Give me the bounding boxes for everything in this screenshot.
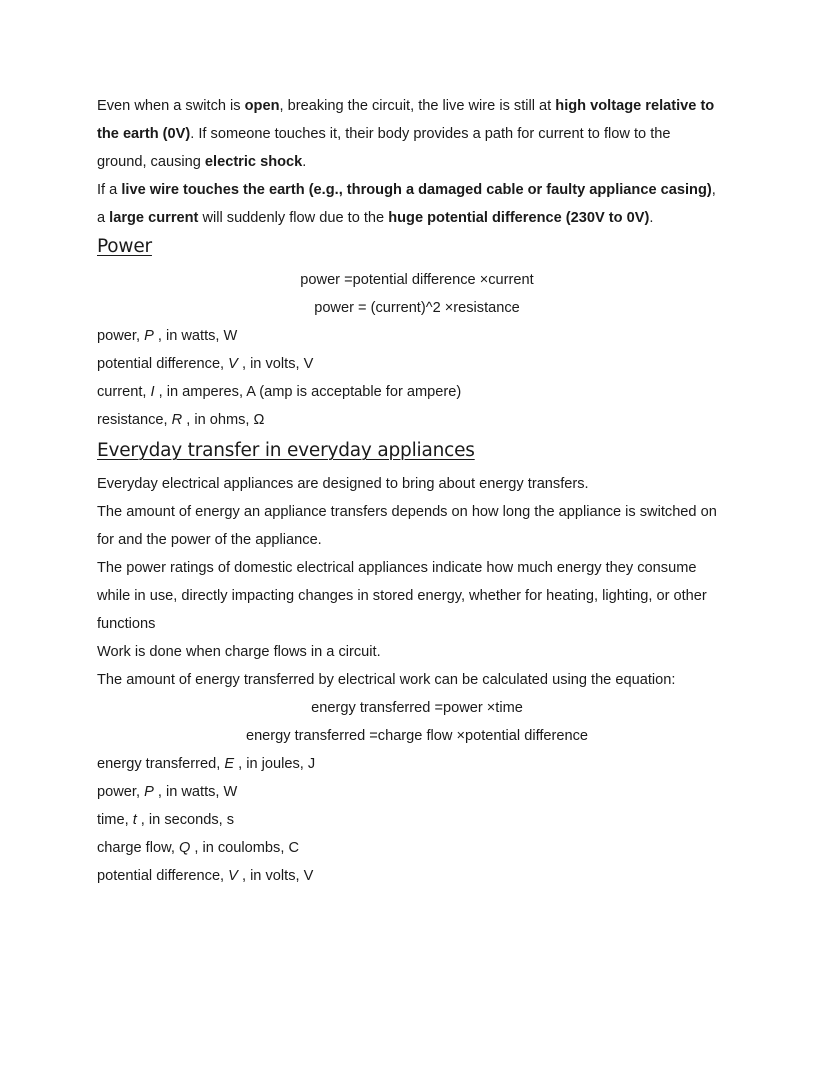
paragraph-line: Work is done when charge flows in a circuit. (97, 644, 381, 660)
variable-definition: energy transferred, E , in joules, J (97, 756, 316, 772)
paragraph-line: The power ratings of domestic electrical appliances indicate how much energy they consume (97, 560, 697, 576)
paragraph-line: Everyday electrical appliances are designed to bring about energy transfers. (97, 476, 589, 492)
energy-equation: energy transferred =power ×time (311, 700, 523, 716)
everyday-paragraph (97, 470, 737, 694)
paragraph-line: for and the power of the appliance. (97, 532, 322, 548)
paragraph-line: The amount of energy transferred by electrical work can be calculated using the equation: (97, 672, 676, 688)
intro-line: ground, causing electric shock. (97, 154, 307, 170)
everyday-heading: Everyday transfer in everyday appliances (97, 440, 475, 461)
variable-definition: potential difference, V , in volts, V (97, 868, 314, 884)
intro-paragraph (97, 92, 737, 232)
variable-definition: potential difference, V , in volts, V (97, 356, 314, 372)
variable-definition: power, P , in watts, W (97, 328, 238, 344)
paragraph-line: functions (97, 616, 156, 632)
power-heading: Power (97, 236, 152, 257)
intro-line: the earth (0V). If someone touches it, their body provides a path for current to flow to the (97, 126, 671, 142)
variable-definition: time, t , in seconds, s (97, 812, 235, 828)
power-equation: power =potential difference ×current (300, 272, 534, 288)
paragraph-line: while in use, directly impacting changes in stored energy, whether for heating, lighting, or other (97, 588, 707, 604)
power-equation: power = (current)^2 ×resistance (314, 300, 520, 316)
intro-line: If a live wire touches the earth (e.g., through a damaged cable or faulty appliance casing), (97, 182, 716, 198)
document-page (97, 92, 737, 890)
energy-equation: energy transferred =charge flow ×potential difference (245, 728, 589, 744)
variable-definition: current, I , in amperes, A (amp is acceptable for ampere) (97, 384, 462, 400)
variable-definition: power, P , in watts, W (97, 784, 238, 800)
intro-line: Even when a switch is open, breaking the circuit, the live wire is still at high voltage relative to (97, 98, 715, 114)
variable-definition: resistance, R , in ohms, Ω (97, 412, 265, 428)
intro-line: a large current will suddenly flow due to the huge potential difference (230V to 0V). (97, 210, 654, 226)
paragraph-line: The amount of energy an appliance transfers depends on how long the appliance is switched on (97, 504, 717, 520)
variable-definition: charge flow, Q , in coulombs, C (97, 840, 299, 856)
